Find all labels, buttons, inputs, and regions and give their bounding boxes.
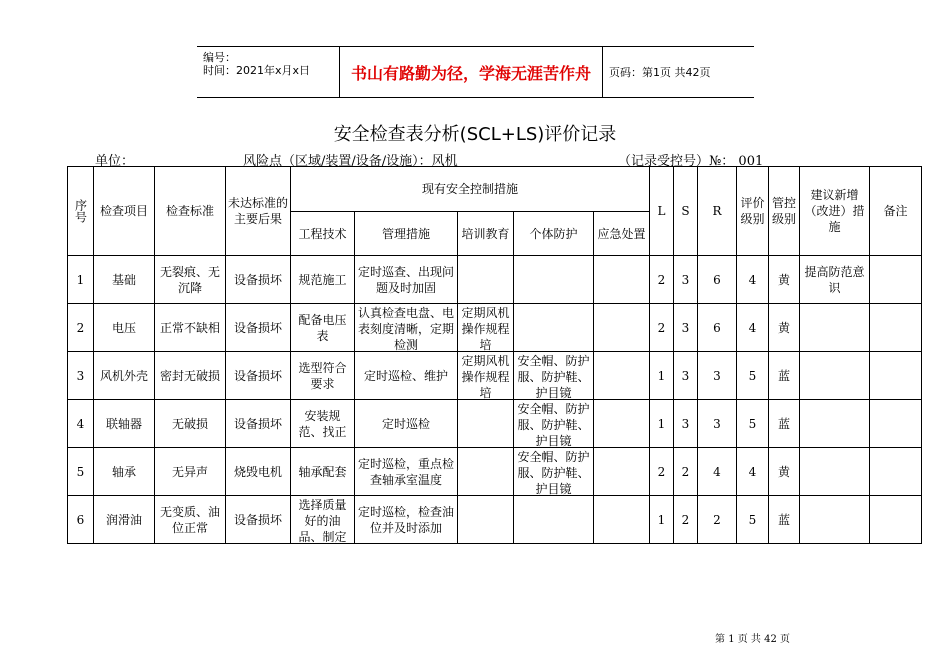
col-l: L <box>650 167 674 256</box>
cell-s <box>674 352 698 400</box>
cell-text: 认真检查电盘、电表刻度清晰，定期检测 <box>357 305 454 351</box>
cell-level <box>737 304 769 352</box>
cell-l <box>650 304 674 352</box>
page-header <box>197 46 754 98</box>
cell-training <box>458 400 514 448</box>
cell-text: 规范施工 <box>298 272 347 287</box>
cell-text: 定时巡检、维护 <box>363 368 448 383</box>
col-r: R <box>698 167 737 256</box>
cell-text: 4 <box>713 464 721 479</box>
table-row <box>68 496 922 544</box>
cell-seq <box>68 304 94 352</box>
cell-level <box>737 448 769 496</box>
cell-text: 1 <box>657 512 666 527</box>
cell-l <box>650 256 674 304</box>
cell-s <box>674 448 698 496</box>
cell-level <box>737 496 769 544</box>
cell-control-level <box>769 400 800 448</box>
cell-control-level <box>769 496 800 544</box>
cell-training <box>458 352 514 400</box>
header-row-1 <box>68 167 922 212</box>
cell-s <box>674 304 698 352</box>
cell-text: 轴承配套 <box>298 464 347 479</box>
col-emergency: 应急处置 <box>594 212 650 256</box>
cell-ppe <box>514 400 594 448</box>
header-left <box>197 47 345 97</box>
cell-text: 4 <box>748 464 757 479</box>
cell-r <box>698 496 737 544</box>
cell-standard <box>155 400 226 448</box>
table-body <box>68 256 922 544</box>
col-suggestion: 建议新增（改进）措施 <box>800 167 870 256</box>
col-remark: 备注 <box>870 167 922 256</box>
col-consequence: 未达标准的主要后果 <box>226 167 291 256</box>
cell-text: 定时巡检，重点检查轴承室温度 <box>357 456 454 487</box>
cell-engineering <box>291 352 355 400</box>
cell-suggestion <box>800 448 870 496</box>
cell-suggestion <box>800 352 870 400</box>
cell-consequence <box>226 256 291 304</box>
motto: 书山有路勤为径，学海无涯苦作舟 <box>339 47 603 97</box>
cell-l <box>650 448 674 496</box>
cell-text: 4 <box>748 320 757 335</box>
col-management: 管理措施 <box>355 212 458 256</box>
cell-engineering <box>291 400 355 448</box>
cell-standard <box>155 448 226 496</box>
cell-text: 6 <box>713 320 721 335</box>
cell-emergency <box>594 256 650 304</box>
table-row <box>68 400 922 448</box>
cell-text: 定期风机操作规程培 <box>461 353 510 399</box>
cell-text: 设备损坏 <box>233 272 282 287</box>
cell-consequence <box>226 448 291 496</box>
cell-training <box>458 304 514 352</box>
cell-text: 5 <box>76 464 85 479</box>
cell-engineering <box>291 304 355 352</box>
cell-text: 无破损 <box>171 416 208 431</box>
cell-consequence <box>226 496 291 544</box>
cell-text: 蓝 <box>777 416 790 431</box>
col-seq: 序号 <box>68 167 94 256</box>
cell-text: 选型符合要求 <box>298 360 347 391</box>
cell-remark <box>870 256 922 304</box>
evaluation-table <box>67 166 922 544</box>
cell-remark <box>870 304 922 352</box>
cell-item <box>94 448 155 496</box>
cell-control-level <box>769 448 800 496</box>
cell-level <box>737 352 769 400</box>
cell-r <box>698 400 737 448</box>
cell-control-level <box>769 256 800 304</box>
col-s: S <box>674 167 698 256</box>
cell-text: 2 <box>76 320 85 335</box>
col-ppe: 个体防护 <box>514 212 594 256</box>
cell-text: 联轴器 <box>105 416 142 431</box>
cell-suggestion <box>800 304 870 352</box>
cell-text: 无裂痕、无沉降 <box>159 264 220 295</box>
cell-engineering <box>291 448 355 496</box>
number-label: 编号： <box>203 51 236 64</box>
cell-text: 安全帽、防护服、防护鞋、护目镜 <box>517 401 590 447</box>
cell-text: 6 <box>713 272 721 287</box>
cell-s <box>674 256 698 304</box>
cell-s <box>674 496 698 544</box>
cell-text: 定时巡检 <box>381 416 430 431</box>
cell-seq <box>68 496 94 544</box>
cell-suggestion <box>800 400 870 448</box>
table-row <box>68 352 922 400</box>
cell-text: 蓝 <box>777 512 790 527</box>
table-row <box>68 448 922 496</box>
cell-seq <box>68 400 94 448</box>
cell-r <box>698 256 737 304</box>
cell-remark <box>870 400 922 448</box>
cell-control-level <box>769 352 800 400</box>
cell-engineering <box>291 496 355 544</box>
cell-text: 无变质、油位正常 <box>159 504 220 535</box>
cell-emergency <box>594 496 650 544</box>
cell-text: 1 <box>76 272 85 287</box>
record-number: （记录受控号）№： 001 <box>618 154 764 169</box>
cell-text: 无异声 <box>171 464 208 479</box>
cell-text: 配备电压表 <box>298 312 347 343</box>
cell-text: 6 <box>76 512 85 527</box>
cell-text: 1 <box>657 368 666 383</box>
cell-text: 设备损坏 <box>233 512 282 527</box>
cell-standard <box>155 256 226 304</box>
cell-text: 风机外壳 <box>99 368 148 383</box>
cell-item <box>94 256 155 304</box>
unit-label: 单位： <box>95 154 135 169</box>
cell-management <box>355 256 458 304</box>
cell-text: 烧毁电机 <box>233 464 282 479</box>
cell-level <box>737 256 769 304</box>
cell-text: 3 <box>76 368 85 383</box>
cell-standard <box>155 304 226 352</box>
cell-text: 1 <box>657 416 666 431</box>
cell-text: 定时巡查、出现问题及时加固 <box>357 264 454 295</box>
table-row <box>68 304 922 352</box>
cell-ppe <box>514 448 594 496</box>
cell-standard <box>155 352 226 400</box>
cell-ppe <box>514 496 594 544</box>
cell-text: 安全帽、防护服、防护鞋、护目镜 <box>517 353 590 399</box>
cell-training <box>458 256 514 304</box>
document-title: 安全检查表分析(SCL+LS)评价记录 <box>333 124 617 145</box>
cell-item <box>94 400 155 448</box>
cell-text: 设备损坏 <box>233 320 282 335</box>
cell-s <box>674 400 698 448</box>
cell-l <box>650 400 674 448</box>
cell-text: 设备损坏 <box>233 368 282 383</box>
page-footer: 第 1 页 共 42 页 <box>715 634 790 645</box>
cell-text: 3 <box>713 368 721 383</box>
cell-text: 安装规范、找正 <box>298 408 347 439</box>
cell-text: 2 <box>681 464 690 479</box>
cell-ppe <box>514 256 594 304</box>
cell-standard <box>155 496 226 544</box>
page-code: 页码：第1页 共42页 <box>609 66 711 79</box>
cell-text: 3 <box>681 320 690 335</box>
cell-management <box>355 400 458 448</box>
cell-text: 5 <box>748 368 757 383</box>
cell-text: 蓝 <box>777 368 790 383</box>
cell-text: 轴承 <box>111 464 136 479</box>
cell-item <box>94 352 155 400</box>
cell-text: 2 <box>713 512 721 527</box>
cell-consequence <box>226 304 291 352</box>
cell-r <box>698 448 737 496</box>
cell-emergency <box>594 400 650 448</box>
cell-text: 定时巡检，检查油位并及时添加 <box>357 504 454 535</box>
cell-text: 安全帽、防护服、防护鞋、护目镜 <box>517 449 590 495</box>
risk-point: 风险点（区域/装置/设备/设施）：风机 <box>243 154 458 169</box>
cell-text: 4 <box>748 272 757 287</box>
cell-seq <box>68 352 94 400</box>
cell-management <box>355 496 458 544</box>
col-control-level: 管控级别 <box>769 167 800 256</box>
cell-emergency <box>594 448 650 496</box>
cell-management <box>355 352 458 400</box>
cell-control-level <box>769 304 800 352</box>
cell-text: 2 <box>657 272 666 287</box>
cell-text: 2 <box>657 320 666 335</box>
cell-l <box>650 352 674 400</box>
cell-text: 密封无破损 <box>159 368 220 383</box>
cell-text: 黄 <box>777 464 790 479</box>
cell-ppe <box>514 304 594 352</box>
col-item: 检查项目 <box>94 167 155 256</box>
cell-text: 正常不缺相 <box>159 320 220 335</box>
cell-consequence <box>226 352 291 400</box>
cell-text: 3 <box>681 272 690 287</box>
cell-remark <box>870 448 922 496</box>
table-row <box>68 256 922 304</box>
cell-remark <box>870 496 922 544</box>
cell-management <box>355 448 458 496</box>
cell-text: 黄 <box>777 320 790 335</box>
cell-text: 基础 <box>111 272 136 287</box>
cell-level <box>737 400 769 448</box>
cell-text: 2 <box>657 464 666 479</box>
cell-seq <box>68 448 94 496</box>
cell-r <box>698 304 737 352</box>
cell-text: 3 <box>713 416 721 431</box>
cell-text: 润滑油 <box>105 512 142 527</box>
cell-consequence <box>226 400 291 448</box>
cell-management <box>355 304 458 352</box>
cell-emergency <box>594 304 650 352</box>
cell-training <box>458 448 514 496</box>
cell-r <box>698 352 737 400</box>
cell-text: 选择质量好的油品、制定 <box>298 497 347 543</box>
cell-text: 黄 <box>777 272 790 287</box>
cell-suggestion <box>800 256 870 304</box>
cell-l <box>650 496 674 544</box>
cell-training <box>458 496 514 544</box>
cell-seq <box>68 256 94 304</box>
cell-emergency <box>594 352 650 400</box>
cell-item <box>94 496 155 544</box>
col-training: 培训教育 <box>458 212 514 256</box>
cell-text: 3 <box>681 368 690 383</box>
cell-text: 3 <box>681 416 690 431</box>
cell-suggestion <box>800 496 870 544</box>
cell-text: 4 <box>76 416 85 431</box>
cell-text: 设备损坏 <box>233 416 282 431</box>
col-engineering: 工程技术 <box>291 212 355 256</box>
cell-engineering <box>291 256 355 304</box>
cell-text: 5 <box>748 512 757 527</box>
cell-text: 定期风机操作规程培 <box>461 305 510 351</box>
cell-text: 5 <box>748 416 757 431</box>
cell-text: 2 <box>681 512 690 527</box>
col-standard: 检查标准 <box>155 167 226 256</box>
cell-text: 电压 <box>111 320 136 335</box>
col-level: 评价级别 <box>737 167 769 256</box>
cell-item <box>94 304 155 352</box>
cell-ppe <box>514 352 594 400</box>
cell-remark <box>870 352 922 400</box>
time-label: 时间：2021年x月x日 <box>203 64 311 77</box>
col-controls-group: 现有安全控制措施 <box>291 167 650 212</box>
cell-text: 提高防范意识 <box>804 264 865 295</box>
